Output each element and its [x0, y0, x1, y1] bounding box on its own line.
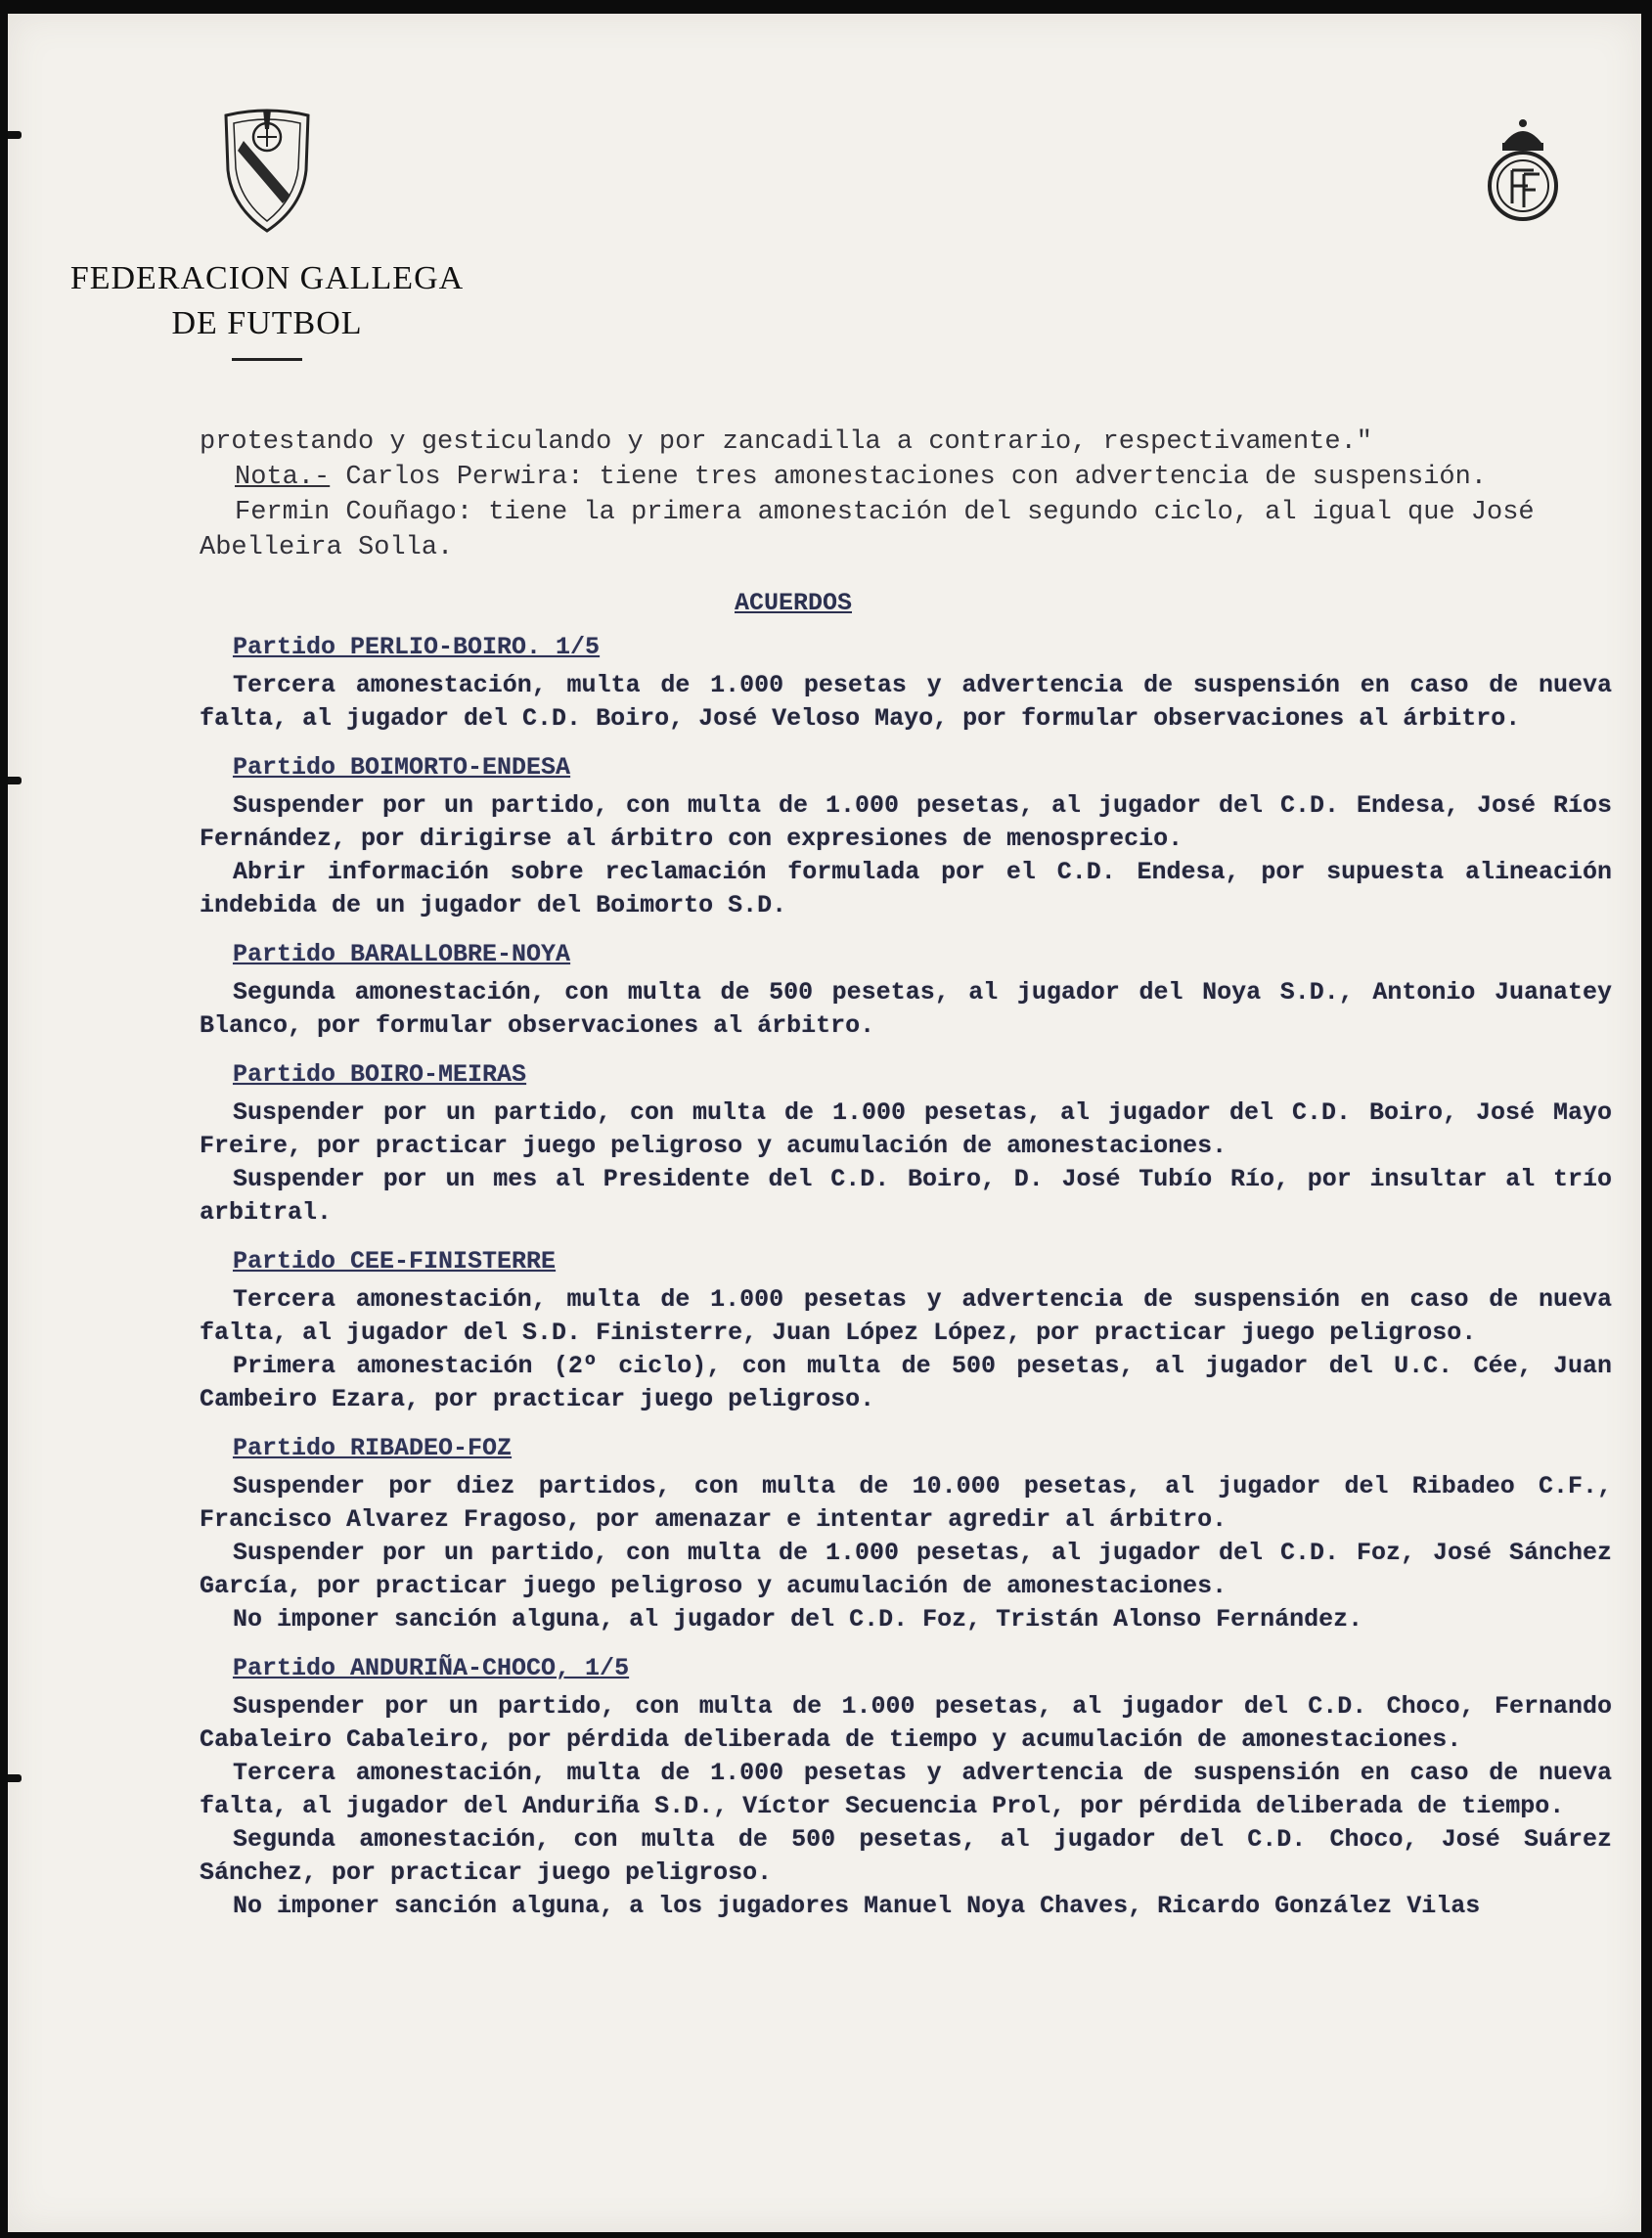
binding-hole-mark [8, 777, 22, 784]
section-title: Partido CEE-FINISTERRE [233, 1247, 557, 1276]
section-paragraph: Segunda amonestación, con multa de 500 pesetas, al jugador del Noya S.D., Antonio Juanatey Blanco, por formular observaciones al árbitro. [200, 978, 1612, 1040]
section-paragraph: Suspender por diez partidos, con multa de 10.000 pesetas, al jugador del Ribadeo C.F., Francisco Alvarez Fragoso, por amenazar e intentar agredir al árbitro. [200, 1472, 1612, 1534]
federation-name-line2: DE FUTBOL [171, 305, 363, 341]
section-paragraph: Suspender por un partido, con multa de 1.000 pesetas, al jugador del C.D. Boiro, José Mayo Freire, por practicar juego peligroso y acumulación de amonestaciones. [200, 1098, 1612, 1160]
binding-hole-mark [8, 131, 22, 139]
section-paragraph: Tercera amonestación, multa de 1.000 pesetas y advertencia de suspensión en caso de nueva falta, al jugador del Anduriña S.D., Víctor Secuencia Prol, por pérdida deliberada de tiempo. [200, 1759, 1612, 1820]
section-title: Partido ANDURIÑA-CHOCO, 1/5 [233, 1654, 630, 1682]
section-block [200, 1654, 1612, 1923]
section-block [200, 633, 1612, 736]
section-title: Partido BOIRO-MEIRAS [233, 1060, 527, 1089]
intro-line: protestando y gesticulando y por zancadilla a contrario, respectivamente." [200, 427, 1372, 457]
royal-crown-emblem [1483, 115, 1563, 230]
document-body [200, 425, 1612, 1941]
nota-line [200, 460, 1612, 495]
section-block [200, 753, 1612, 922]
intro-notes [200, 425, 1612, 565]
section-paragraph: Primera amonestación (2º ciclo), con multa de 500 pesetas, al jugador del U.C. Cée, Juan Cambeiro Ezara, por practicar juego peligroso. [200, 1352, 1612, 1413]
section-title: Partido BARALLOBRE-NOYA [233, 940, 571, 968]
federation-name-line1: FEDERACION GALLEGA [69, 260, 465, 296]
section-title: Partido BOIMORTO-ENDESA [233, 753, 571, 782]
section-paragraph: No imponer sanción alguna, a los jugadores Manuel Noya Chaves, Ricardo González Vilas [233, 1892, 1481, 1920]
section-paragraph: Tercera amonestación, multa de 1.000 pesetas y advertencia de suspensión en caso de nueva falta, al jugador del S.D. Finisterre, Juan López López, por practicar juego peligroso. [200, 1285, 1612, 1347]
section-block [200, 1060, 1612, 1230]
acuerdos-heading: ACUERDOS [734, 589, 853, 617]
section-title: Partido PERLIO-BOIRO. 1/5 [233, 633, 601, 661]
sections-container [200, 633, 1612, 1923]
section-paragraph: Segunda amonestación, con multa de 500 pesetas, al jugador del C.D. Choco, José Suárez Sánchez, por practicar juego peligroso. [200, 1825, 1612, 1887]
section-block [200, 940, 1612, 1043]
section-paragraph: Suspender por un partido, con multa de 1.000 pesetas, al jugador del C.D. Endesa, José Ríos Fernández, por dirigirse al árbitro con expresiones de menosprecio. [200, 791, 1612, 853]
intro-line: Fermin Couñago: tiene la primera amonestación del segundo ciclo, al igual que José [235, 498, 1535, 527]
section-paragraph: No imponer sanción alguna, al jugador del C.D. Foz, Tristán Alonso Fernández. [233, 1605, 1363, 1634]
section-paragraph: Abrir información sobre reclamación formulada por el C.D. Endesa, por supuesta alineación indebida de un jugador del Boimorto S.D. [200, 858, 1612, 919]
section-paragraph: Suspender por un partido, con multa de 1.000 pesetas, al jugador del C.D. Choco, Fernando Cabaleiro Cabaleiro, por pérdida deliberada de tiempo y acumulación de amonestaciones. [200, 1692, 1612, 1754]
section-paragraph: Tercera amonestación, multa de 1.000 pesetas y advertencia de suspensión en caso de nueva falta, al jugador del C.D. Boiro, José Veloso Mayo, por formular observaciones al árbitro. [200, 671, 1612, 733]
nota-text: Carlos Perwira: tiene tres amonestaciones con advertencia de suspensión. [330, 463, 1488, 492]
binding-hole-mark [8, 1774, 22, 1782]
section-paragraph: Suspender por un mes al Presidente del C.D. Boiro, D. José Tubío Río, por insultar al trío arbitral. [200, 1165, 1612, 1227]
federation-shield-logo [220, 102, 314, 235]
nota-label: Nota.- [235, 463, 331, 492]
letterhead [62, 102, 472, 361]
letterhead-rule [232, 358, 302, 361]
section-block [200, 1247, 1612, 1416]
intro-line: Abelleira Solla. [200, 533, 454, 562]
section-title: Partido RIBADEO-FOZ [233, 1434, 513, 1462]
section-block [200, 1434, 1612, 1636]
document-page [8, 14, 1641, 2232]
section-paragraph: Suspender por un partido, con multa de 1.000 pesetas, al jugador del C.D. Foz, José Sánchez García, por practicar juego peligroso y acumulación de amonestaciones. [200, 1539, 1612, 1600]
